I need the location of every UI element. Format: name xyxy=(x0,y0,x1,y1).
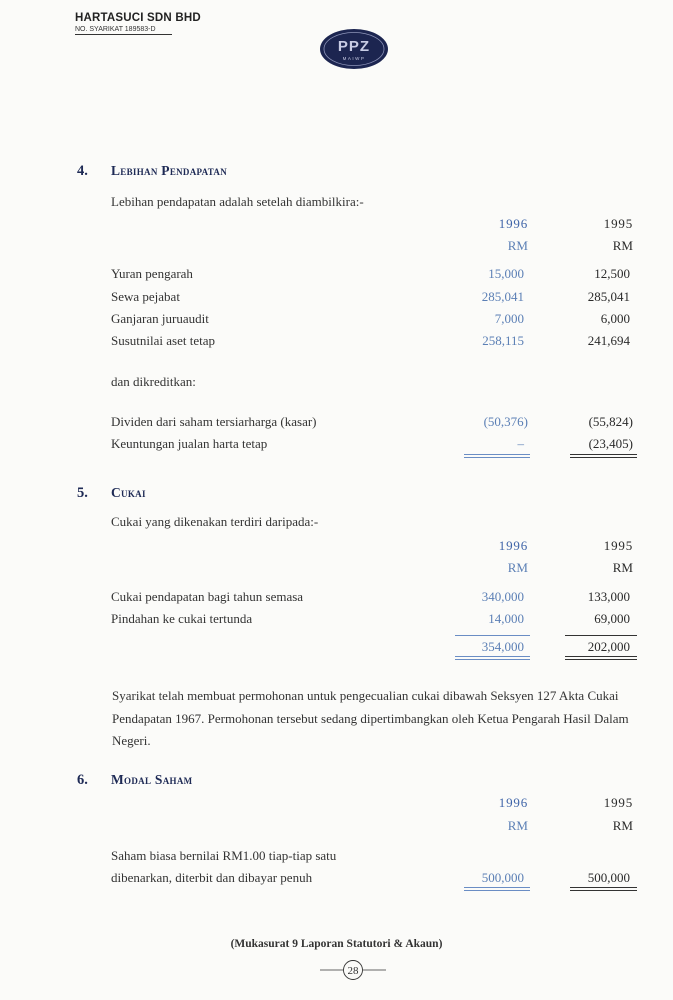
double-underline-1996-top xyxy=(464,454,530,455)
section-5-year-1996: 1996 xyxy=(498,538,528,553)
table-row-value-1995: 6,000 xyxy=(600,311,630,326)
table-row-value-1996: 340,000 xyxy=(481,589,524,604)
section-6-currency-1995: RM xyxy=(612,818,633,833)
section-4-year-1996: 1996 xyxy=(498,216,528,231)
table-row-value-1996: 258,115 xyxy=(482,333,524,348)
total-value-1995: 202,000 xyxy=(587,639,630,654)
table-row-value-1995: 133,000 xyxy=(587,589,630,604)
subtotal-rule-1996 xyxy=(455,635,530,636)
double-underline-1996-top xyxy=(455,656,530,657)
table-row-value-1995: 69,000 xyxy=(594,611,630,626)
double-underline-1995-bottom xyxy=(565,659,637,660)
double-underline-1996-bottom xyxy=(464,457,530,458)
section-4-number: 4. xyxy=(77,163,88,179)
table-row-value-1995: 12,500 xyxy=(594,266,630,281)
share-capital-line-1: Saham biasa bernilai RM1.00 tiap-tiap satu xyxy=(111,848,337,863)
table-row-value-1995: 285,041 xyxy=(587,289,630,304)
section-5-intro: Cukai yang dikenakan terdiri daripada:- xyxy=(111,514,319,529)
double-underline-1995-top xyxy=(570,887,637,888)
table-row-value-1996: 15,000 xyxy=(488,266,524,281)
subtotal-rule-1995 xyxy=(565,635,637,636)
logo-text: PPZ xyxy=(337,38,371,55)
section-6-currency-1996: RM xyxy=(507,818,528,833)
section-4-intro: Lebihan pendapatan adalah setelah diambilkira:- xyxy=(111,194,364,209)
section-6-title: Modal Saham xyxy=(111,772,193,787)
section-5-number: 5. xyxy=(77,485,88,501)
double-underline-1995-bottom xyxy=(570,890,637,891)
table-row-label: Yuran pengarah xyxy=(111,266,193,281)
share-capital-line-2: dibenarkan, diterbit dan dibayar penuh xyxy=(111,870,313,885)
credited-label: dan dikreditkan: xyxy=(111,374,196,389)
section-5-currency-1996: RM xyxy=(507,560,528,575)
table-row-label: Ganjaran juruaudit xyxy=(111,311,209,326)
table-row-label: Pindahan ke cukai tertunda xyxy=(111,611,253,626)
section-6-year-1996: 1996 xyxy=(498,795,528,810)
company-name: HARTASUCI SDN BHD xyxy=(75,12,201,24)
footer-caption: (Mukasurat 9 Laporan Statutori & Akaun) xyxy=(230,938,443,950)
section-6-number: 6. xyxy=(77,772,88,788)
company-reg-no: NO. SYARIKAT 189583-D xyxy=(75,26,172,35)
table-row-value-1996: 285,041 xyxy=(481,289,524,304)
double-underline-1996-bottom xyxy=(464,890,530,891)
table-row-label: Susutnilai aset tetap xyxy=(111,333,215,348)
table-row-value-1995: (55,824) xyxy=(588,414,633,429)
table-row-value-1996: 7,000 xyxy=(494,311,524,326)
table-row-value-1996: – xyxy=(517,436,524,451)
logo-subtext: MAIWP xyxy=(342,56,366,61)
table-row-value-1995: 241,694 xyxy=(587,333,630,348)
section-5-currency-1995: RM xyxy=(612,560,633,575)
table-row-value-1995: (23,405) xyxy=(588,436,633,451)
table-row-label: Dividen dari saham tersiarharga (kasar) xyxy=(111,414,317,429)
ppz-logo xyxy=(318,27,390,71)
tax-exemption-note: Syarikat telah membuat permohonan untuk pengecualian cukai dibawah Seksyen 127 Akta Cukai Pendapatan 1967. Permohonan tersebut sedang dipertimbangkan oleh Ketua Pengarah Hasil Dalam Negeri. xyxy=(112,688,629,748)
table-row-label: Keuntungan jualan harta tetap xyxy=(111,436,268,451)
page-number-badge xyxy=(318,958,388,982)
double-underline-1995-top xyxy=(565,656,637,657)
section-4-currency-1996: RM xyxy=(507,238,528,253)
double-underline-1995-bottom xyxy=(570,457,637,458)
table-row-label: Cukai pendapatan bagi tahun semasa xyxy=(111,589,304,604)
share-capital-value-1995: 500,000 xyxy=(587,870,630,885)
share-capital-value-1996: 500,000 xyxy=(481,870,524,885)
double-underline-1995-top xyxy=(570,454,637,455)
total-value-1996: 354,000 xyxy=(481,639,524,654)
section-4-title: Lebihan Pendapatan xyxy=(111,163,228,178)
page-number: 28 xyxy=(347,965,359,977)
section-4-year-1995: 1995 xyxy=(603,216,633,231)
table-row-label: Sewa pejabat xyxy=(111,289,180,304)
table-row-value-1996: 14,000 xyxy=(488,611,524,626)
table-row-value-1996: (50,376) xyxy=(483,414,528,429)
section-5-year-1995: 1995 xyxy=(603,538,633,553)
section-5-title: Cukai xyxy=(111,485,146,500)
section-4-currency-1995: RM xyxy=(612,238,633,253)
double-underline-1996-bottom xyxy=(455,659,530,660)
section-6-year-1995: 1995 xyxy=(603,795,633,810)
double-underline-1996-top xyxy=(464,887,530,888)
